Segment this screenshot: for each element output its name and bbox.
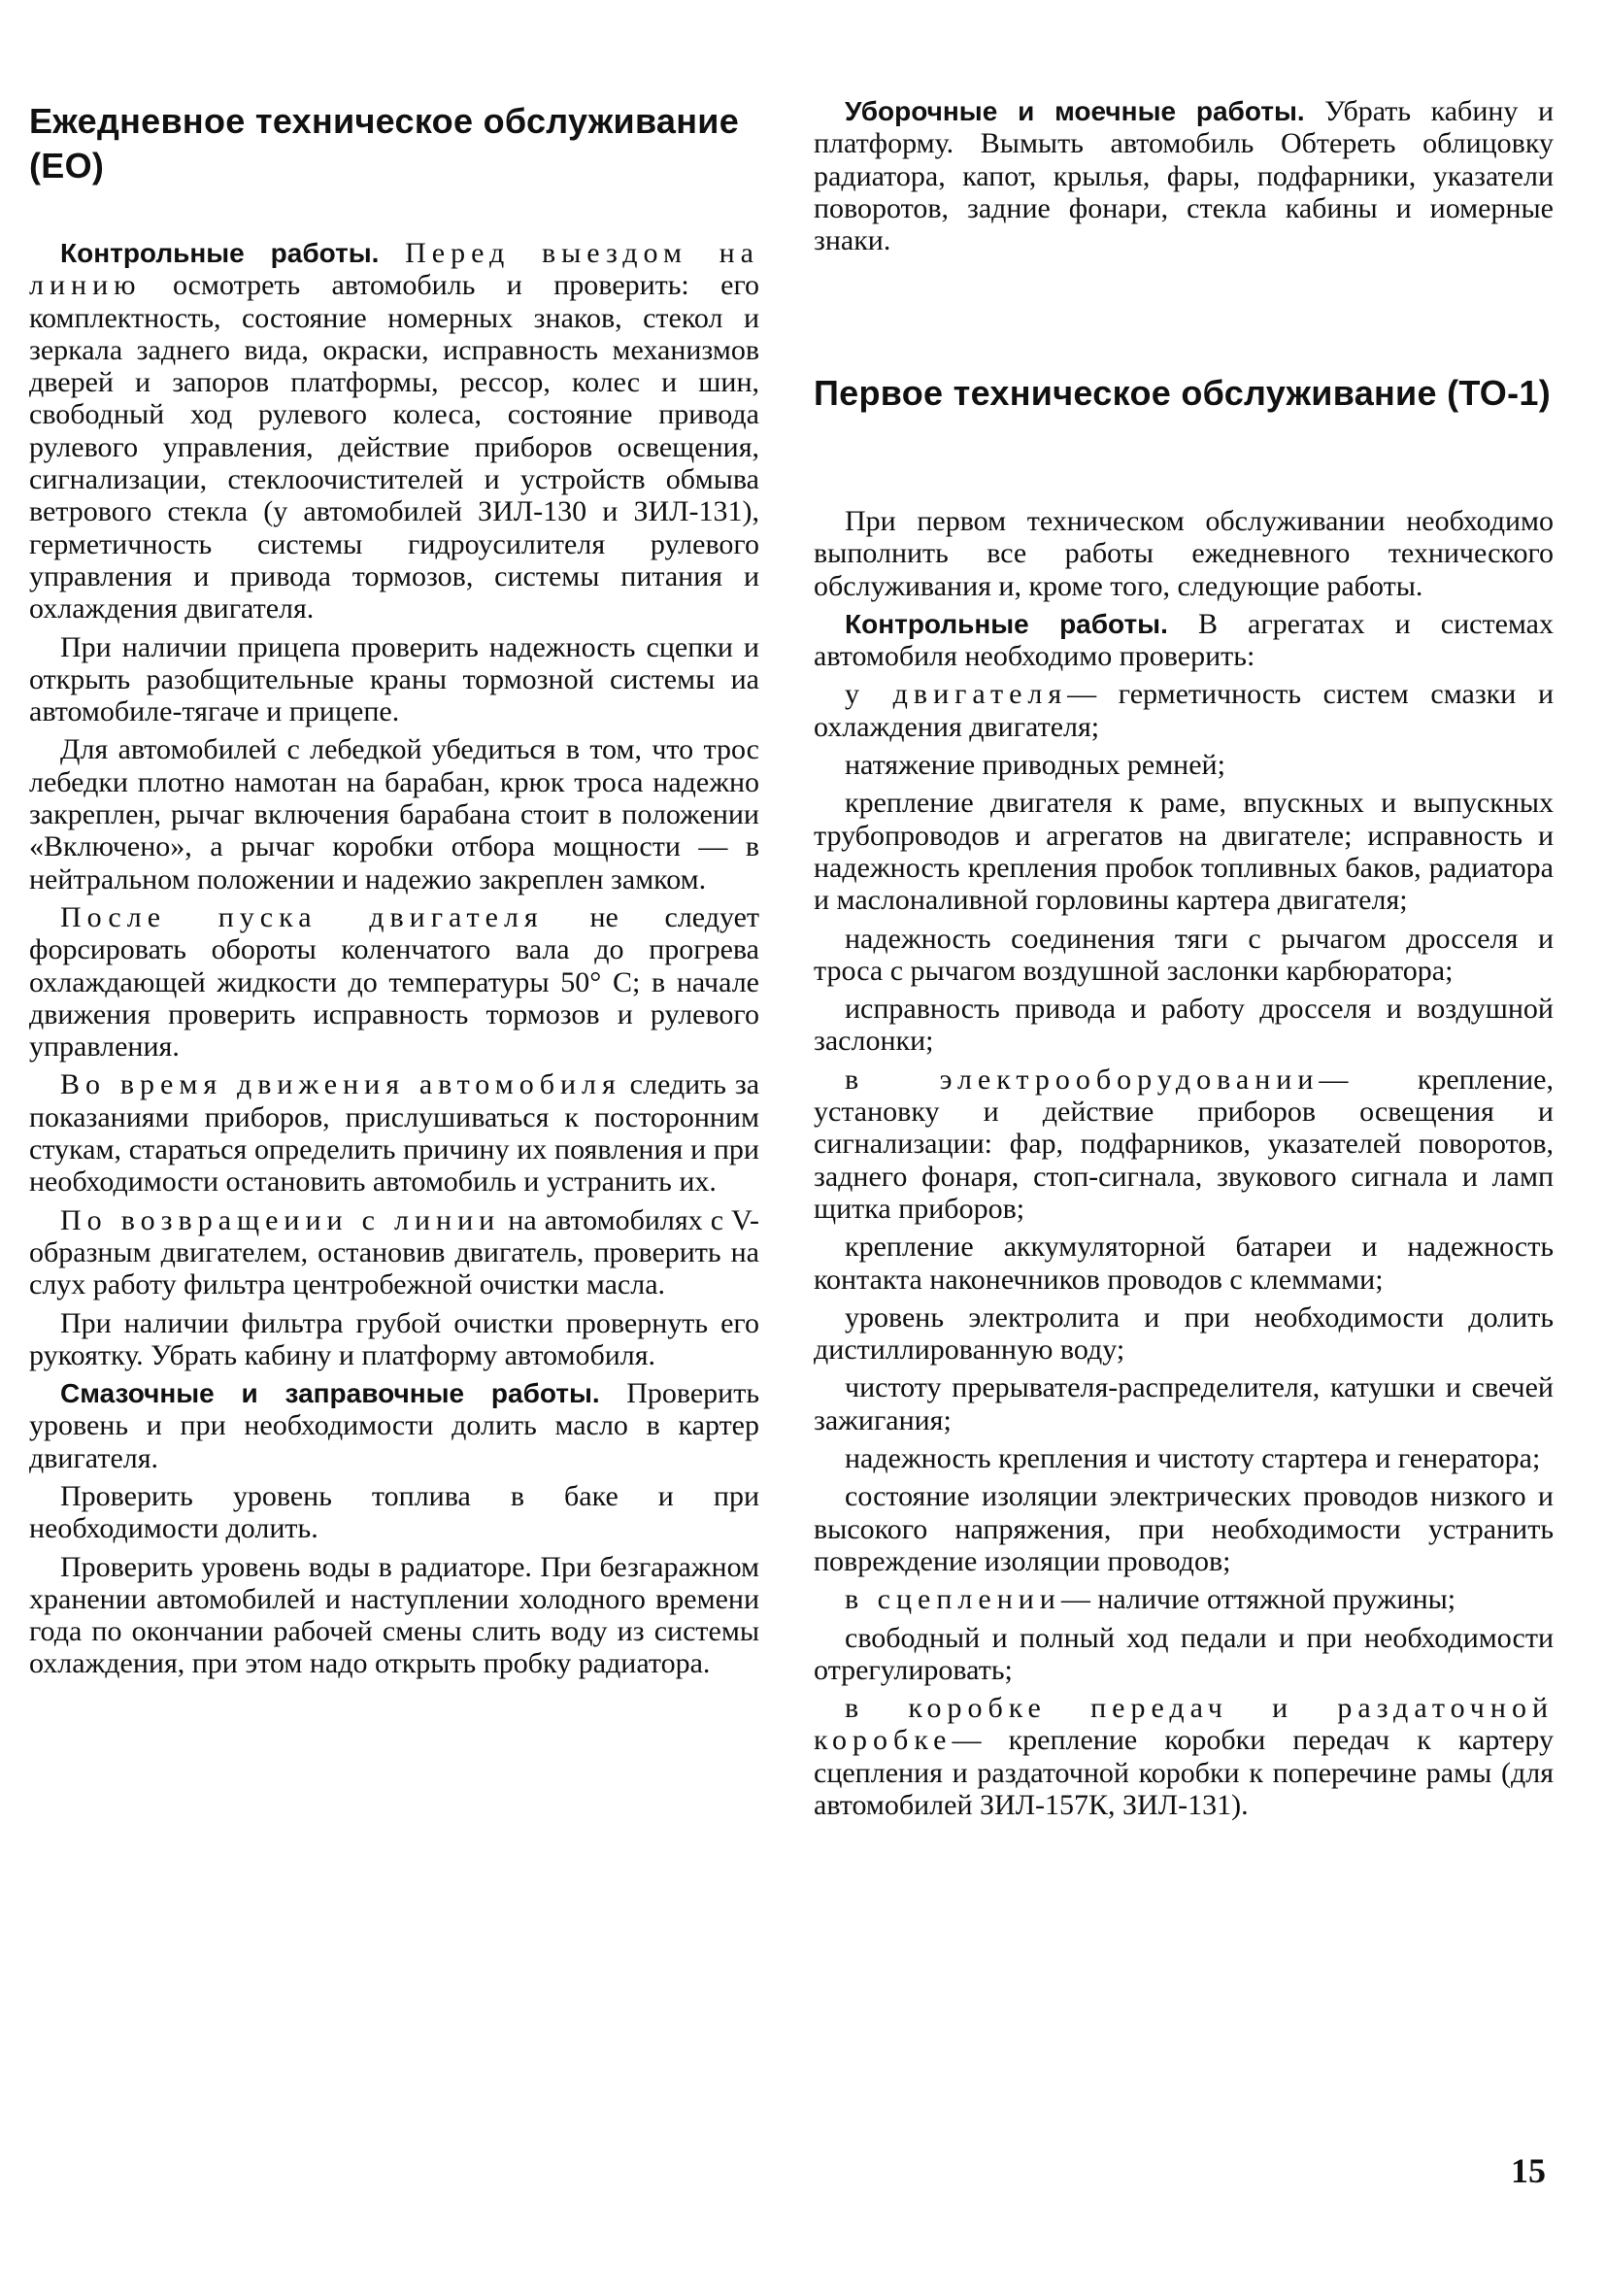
spaced-phrase: Во время движения автомобиля xyxy=(60,1068,621,1101)
paragraph-text: на автомобилях с V-образным двигателем, остановив двигатель, проверить на слух работу фильтра центробежной очистки масла. xyxy=(29,1203,759,1301)
paragraph-fuel: Проверить уровень топлива в баке и при необходимости долить. xyxy=(29,1479,759,1545)
spaced-phrase: в коробке передач и раздаточной коробке xyxy=(814,1692,1554,1757)
paragraph-while-driving xyxy=(29,1068,759,1198)
paragraph-text: следить за показаниями приборов, прислушиваться к посторонним стукам, стараться определить причину их появления и при необходимости остановить автомобиль и устранить их. xyxy=(29,1068,760,1199)
paragraph-control-to1 xyxy=(814,608,1554,673)
paragraph-text: не следует форсировать обороты коленчатого вала до прогрева охлаждающей жидкости до температуры 50° С; в начале движения проверить исправность тормозов и рулевого управления. xyxy=(29,900,760,1064)
item-starter: надежность крепления и чистоту стартера и генератора; xyxy=(845,1442,1541,1475)
paragraph-after-start xyxy=(29,901,759,1063)
left-body xyxy=(29,237,759,1680)
item-pedal: свободный и полный ход педали и при необходимости отрегулировать; xyxy=(814,1621,1554,1686)
spaced-phrase: у двигателя xyxy=(845,678,1068,711)
paragraph-radiator: Проверить уровень воды в радиаторе. При безгаражном хранении автомобилей и наступлении холодного времени года по окончании рабочей смены слить воду из системы охлаждения, при этом надо открыть пробку радиатора. xyxy=(29,1550,759,1680)
paragraph-text: Проверить уровень и при необходимости долить масло в картер двигателя. xyxy=(29,1377,760,1474)
spaced-phrase: в сцеплении xyxy=(845,1583,1061,1616)
paragraph-text: — крепление коробки передач к картеру сцепления и раздаточной коробки к поперечине рамы (для автомобилей ЗИЛ-157К, ЗИЛ-131). xyxy=(814,1724,1554,1821)
item-drive: исправность привода и работу дросселя и воздушной заслонки; xyxy=(814,993,1554,1058)
spaced-phrase: Перед выездом на линию xyxy=(29,237,759,302)
item-battery: крепление аккумуляторной батареи и надежность контакта наконечников проводов с клеммами; xyxy=(814,1231,1554,1296)
item-breaker: чистоту прерывателя-распределителя, катушки и свечей зажигания; xyxy=(814,1371,1554,1436)
paragraph-on-return xyxy=(29,1204,759,1301)
paragraph-lubrication xyxy=(29,1377,759,1474)
section-heading-to1: Первое техническое обслуживание (ТО-1) xyxy=(814,373,1551,413)
paragraph-winch: Для автомобилей с лебедкой убедиться в том, что трос лебедки плотно намотан на барабан, крюк троса надежно закреплен, рычаг включения барабана стоит в положении «Включено», а рычаг коробки отбора мощности — в нейтральном положении и надежио закреплен замком. xyxy=(29,733,759,895)
paragraph-control xyxy=(29,237,759,625)
item-wires: состояние изоляции электрических проводов низкого и высокого напряжения, при необходимости устранить повреждение изоляции проводов; xyxy=(814,1480,1554,1577)
item-gearbox xyxy=(814,1692,1554,1821)
paragraph-text: — наличие оттяжной пружины; xyxy=(1060,1583,1456,1616)
item-belts: натяжение приводных ремней; xyxy=(845,749,1225,782)
run-in-heading: Контрольные работы. xyxy=(845,608,1168,639)
paragraph-filter: При наличии фильтра грубой очистки провернуть его рукоятку. Убрать кабину и платформу автомобиля. xyxy=(29,1306,759,1371)
item-mount: крепление двигателя к раме, впускных и выпускных трубопроводов и агрегатов на двигателе; исправность и надежность крепления пробок топливных баков, радиатора и маслоналивной горловины картера двигателя; xyxy=(814,787,1554,917)
paragraph-text: — герметичность систем смазки и охлаждения двигателя; xyxy=(814,678,1554,743)
spaced-phrase: в электрооборудовании xyxy=(845,1063,1320,1096)
spaced-phrase: После пуска двигателя xyxy=(60,900,544,933)
item-clutch xyxy=(814,1583,1554,1615)
run-in-heading: Смазочные и заправочные работы. xyxy=(60,1378,600,1409)
run-in-heading: Контрольные работы. xyxy=(60,238,380,268)
paragraph-text: осмотреть автомобиль и проверить: его комплектность, состояние номерных знаков, стекол и зеркала заднего вида, окраски, исправность механизмов дверей и запоров платформы, рессор, колес и шин, свободный ход рулевого колеса, состояние привода рулевого управления, действие приборов освещения, сигнализации, стеклоочистителей и устройств обмыва ветрового стекла (у автомобилей ЗИЛ-130 и ЗИЛ-131), герметичность системы гидроусилителя рулевого управления и привода тормозов, системы питания и охлаждения двигателя. xyxy=(29,269,759,625)
paragraph-trailer: При наличии прицепа проверить надежность сцепки и открыть разобщительные краны тормозной системы иа автомобиле-тягаче и прицепе. xyxy=(29,630,759,728)
right-body xyxy=(814,505,1554,1821)
spaced-phrase: По возвращеиии с линии xyxy=(60,1203,501,1236)
right-top xyxy=(814,95,1554,256)
paragraph-cleaning xyxy=(814,95,1554,256)
paragraph-intro: При первом техническом обслуживании необходимо выполнить все работы ежедневного технического обслуживания и, кроме того, следующие работы. xyxy=(814,505,1554,602)
page-number: 15 xyxy=(1511,2151,1546,2190)
item-electrolyte: уровень электролита и при необходимости долить дистиллированную воду; xyxy=(814,1300,1554,1367)
run-in-heading: Уборочные и моечные работы. xyxy=(845,96,1305,126)
section-heading-eo: Ежедневное техническое обслуживание (ЕО) xyxy=(29,101,740,186)
item-engine xyxy=(814,678,1554,743)
paragraph-text: В агрегатах и системах автомобиля необходимо проверить: xyxy=(814,607,1554,673)
item-throttle: надежность соединения тяги с рычагом дросселя и троса с рычагом воздушной заслонки карбюратора; xyxy=(814,922,1554,987)
paragraph-text: — крепление, установку и действие приборов освещения и сигнализации: фар, подфарников, указателей поворотов, заднего фонаря, стоп-сигнала, звукового сигнала и ламп щитка приборов; xyxy=(814,1063,1554,1225)
item-electro xyxy=(814,1064,1554,1225)
paragraph-text: Убрать кабину и платформу. Вымыть автомобиль Обтереть облицовку радиатора, капот, крылья, фары, подфарники, указатели поворотов, задние фонари, стекла кабины и иомерные знаки. xyxy=(814,95,1554,257)
